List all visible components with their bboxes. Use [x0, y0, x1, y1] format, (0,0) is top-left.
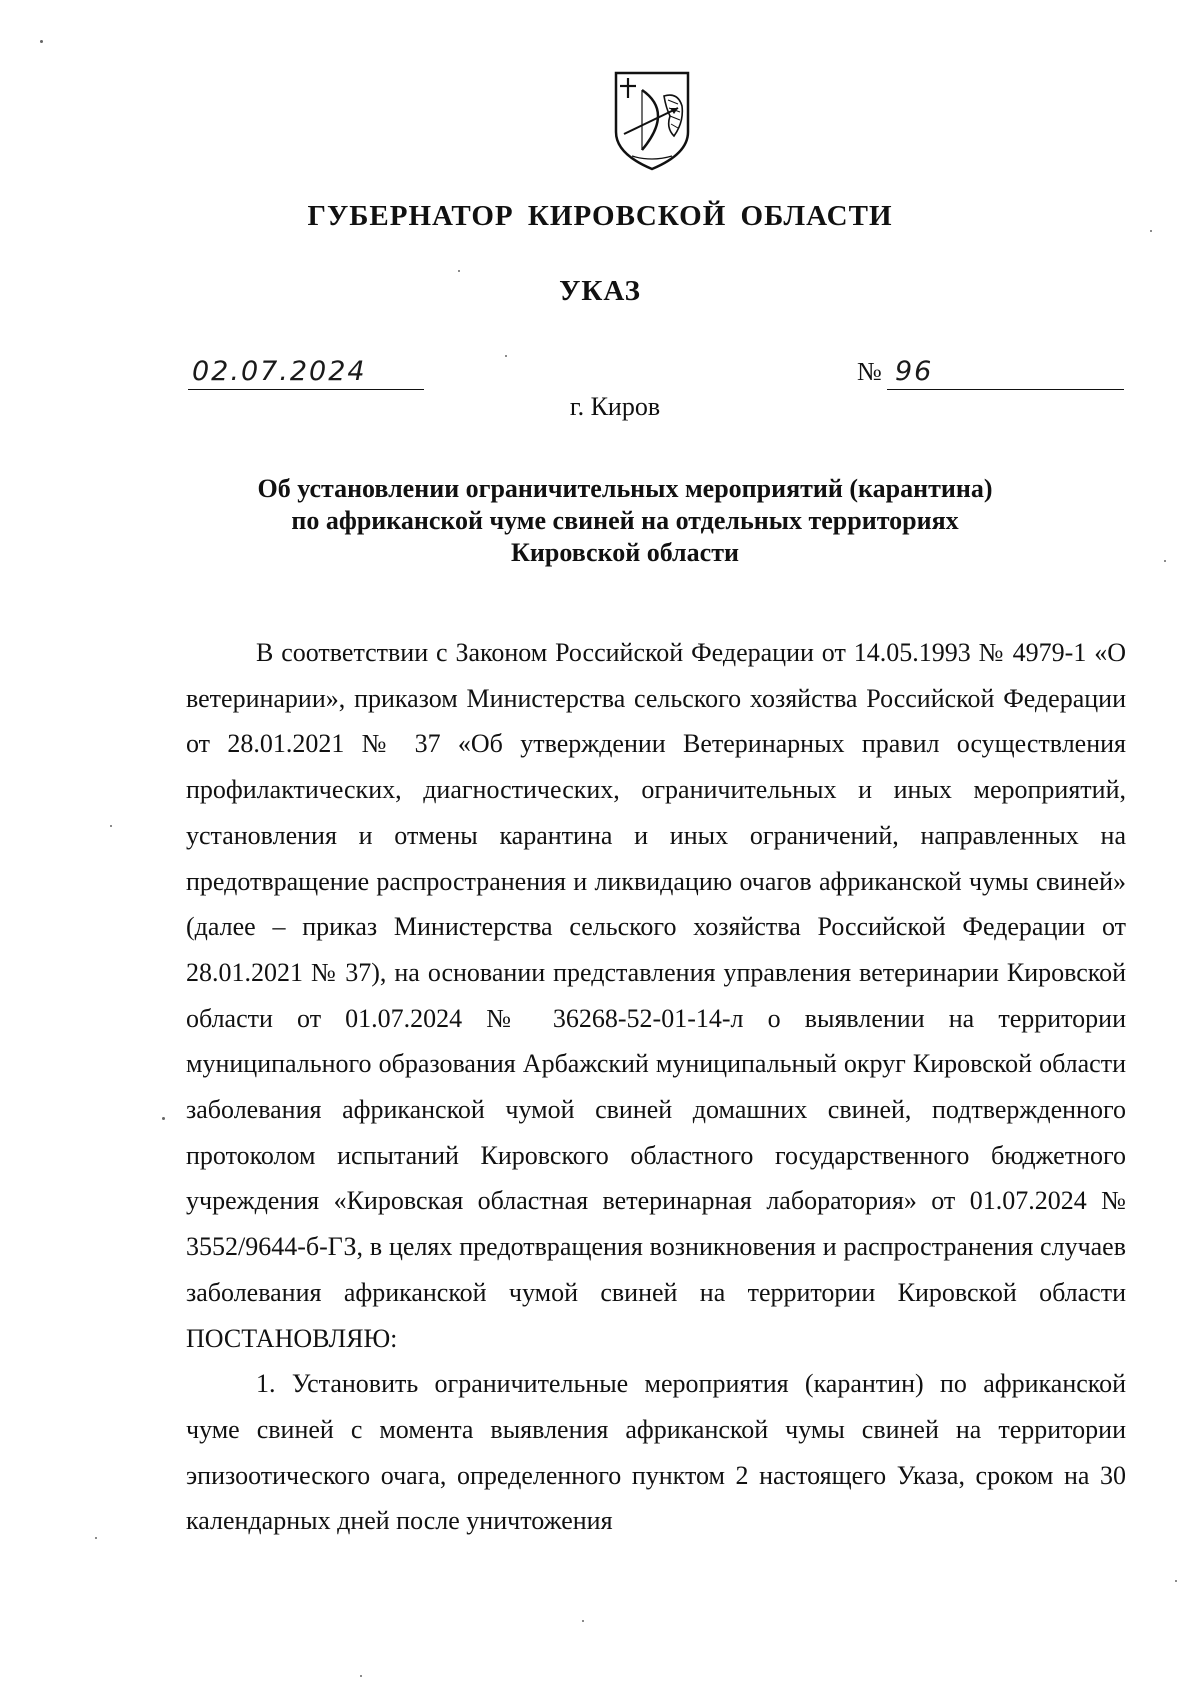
scan-speck [360, 1675, 362, 1677]
kirov-coat-of-arms-icon [612, 70, 692, 172]
scan-speck [1164, 560, 1166, 562]
scan-speck [1175, 1580, 1177, 1582]
preamble-paragraph: В соответствии с Законом Российской Федерации от 14.05.1993 № 4979-1 «О ветеринарии», приказом Министерства сельского хозяйства Российской Федерации от 28.01.2021 № 37 «Об утверждении Ветеринарных правил осуществления профилактических, диагностических, ограничительных и иных мероприятий, установления и отмены карантина и иных ограничений, направленных на предотвращение распространения и ликвидацию очагов африканской чумы свиней» (далее – приказ Министерства сельского хозяйства Российской Федерации от 28.01.2021 № 37), на основании представления управления ветеринарии Кировской области от 01.07.2024 № 36268-52-01-14-л о выявлении на территории муниципального образования Арбажский муниципальный округ Кировской области заболевания африканской чумой свиней домашних свиней, подтвержденного протоколом испытаний Кировского областного государственного бюджетного учреждения «Кировская областная ветеринарная лаборатория» от 01.07.2024 № 3552/9644-б-ГЗ, в целях предотвращения возникновения и распространения случаев заболевания африканской чумой свиней на территории Кировской области ПОСТАНОВЛЯЮ: [186, 638, 1126, 1353]
clause-1-paragraph: 1. Установить ограничительные мероприятия (карантин) по африканской чуме свиней с момента выявления африканской чумы свиней на территории эпизоотического очага, определенного пунктом 2 настоящего Указа, сроком на 30 календарных дней после уничтожения [186, 1369, 1126, 1536]
title-line: Кировской области [511, 538, 739, 567]
document-number: 96 [895, 356, 934, 387]
scan-speck [458, 270, 460, 272]
scan-speck [40, 40, 43, 43]
scan-speck [582, 1620, 584, 1622]
title-line: по африканской чуме свиней на отдельных территориях [291, 506, 959, 535]
scan-speck [162, 1117, 165, 1120]
number-label: № [857, 357, 882, 386]
document-date: 02.07.2024 [192, 356, 367, 387]
document-title [200, 473, 1050, 569]
document-body [186, 630, 1126, 1544]
document-number-field [887, 355, 1124, 390]
title-line: Об установлении ограничительных мероприятий (карантина) [257, 474, 993, 503]
scan-speck [95, 1537, 97, 1539]
issuing-authority: ГУБЕРНАТОР КИРОВСКОЙ ОБЛАСТИ [307, 200, 893, 232]
document-type: УКАЗ [559, 275, 641, 307]
city-line: г. Киров [569, 392, 661, 421]
scan-speck [505, 355, 507, 357]
document-date-field [188, 355, 424, 390]
scan-speck [110, 825, 112, 827]
scan-speck [1150, 230, 1152, 232]
